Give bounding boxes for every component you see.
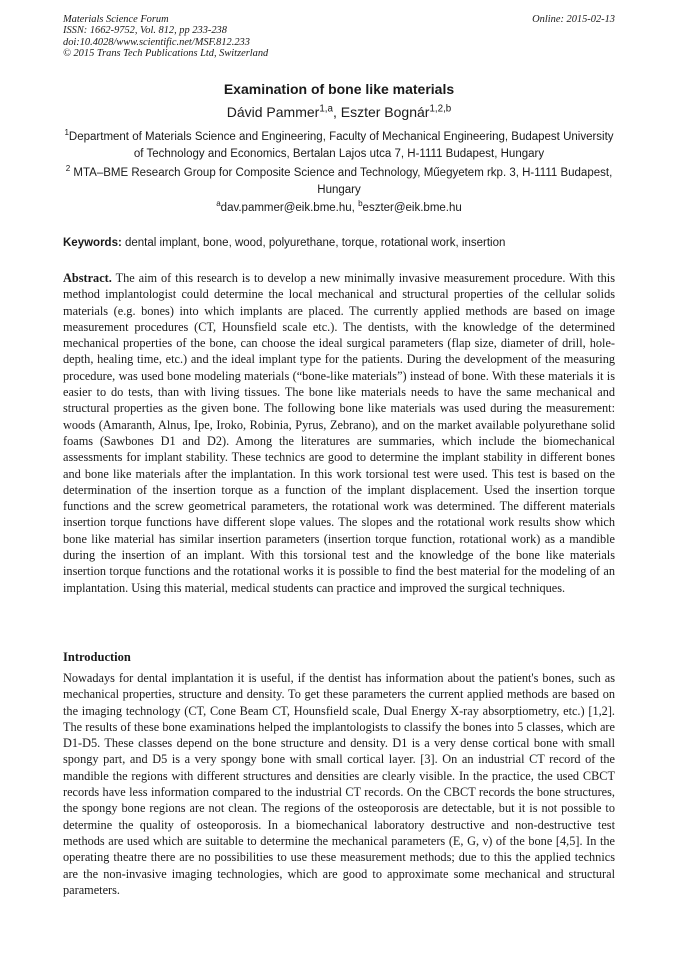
abstract bbox=[63, 270, 615, 596]
author-1-affil: 1,a bbox=[319, 103, 333, 115]
affiliation-2 bbox=[63, 165, 615, 199]
doi-line: doi:10.4028/www.scientific.net/MSF.812.233 bbox=[63, 36, 250, 48]
introduction-paragraph: Nowadays for dental implantation it is useful, if the dentist has information about the patient's bones, such as mechanical properties, structure and density. To get these parameters the current applied methods are based on the imaging technology (CT, Cone Beam CT, Hounsfield scale, Dual Energy X-ray absorptiometry, etc.) [1,2]. The results of these bone examinations helped the implantologists to classify the bones into 5 classes, which are D1-D5. These classes depend on the bone structure and density. D1 is a very dense cortical bone with small spongy part, and D5 is a very spongy bone with small cortical layer. [3]. On an industrial CT record of the mandible the regions with different structures and densities are clearly visible. In the practice, the used CBCT records have less information compared to the industrial CT records. On the CBCT records the bone structures, the spongy bone regions are not clean. The regions of the osteoporosis are detectable, but it is not possible to determine the quality of osteoporosis. In a biomechanical laboratory destructive and non-destructive test methods are used which are suitable to determine the mechanical parameters (E, G, ν) of the bone [4,5]. In the operating theatre there are no possibilities to use these measurement methods; due to this the applied technics are the non-invasive imaging technologies, which are good to approximate some mechanical and structural parameters. bbox=[63, 671, 615, 897]
author-separator: , bbox=[332, 104, 341, 120]
online-date: Online: 2015-02-13 bbox=[532, 14, 615, 25]
affiliation-1 bbox=[63, 129, 615, 163]
email-a-mark: a bbox=[216, 199, 221, 209]
introduction-heading: Introduction bbox=[63, 650, 131, 664]
keywords-label: Keywords: bbox=[63, 237, 122, 249]
author-1: Dávid Pammer bbox=[226, 104, 320, 120]
copyright-line: © 2015 Trans Tech Publications Ltd, Switzerland bbox=[63, 48, 269, 60]
keywords bbox=[63, 237, 615, 249]
affiliation-1-text: Department of Materials Science and Engineering, Faculty of Mechanical Engineering, Budapest University of Technology and Economics, Bertalan Lajos utca 7, H-1111 Budapest, Hungary bbox=[68, 131, 614, 160]
abstract-label: Abstract. bbox=[63, 271, 112, 285]
author-2-affil: 1,2,b bbox=[429, 103, 452, 115]
email-a-link[interactable]: dav.pammer@eik.bme.hu, bbox=[220, 202, 359, 214]
email-line bbox=[63, 199, 615, 214]
email-b-link[interactable]: eszter@eik.bme.hu bbox=[362, 202, 462, 214]
issn-line: ISSN: 1662-9752, Vol. 812, pp 233-238 bbox=[63, 25, 227, 37]
journal-header bbox=[63, 14, 615, 60]
author-2: Eszter Bognár bbox=[340, 104, 430, 120]
email-b-mark: b bbox=[358, 199, 363, 209]
affiliation-2-text: MTA–BME Research Group for Composite Science and Technology, Műegyetem rkp. 3, H-1111 Budapest, Hungary bbox=[70, 167, 613, 196]
affiliation-1-mark: 1 bbox=[64, 128, 69, 138]
affiliation-2-mark: 2 bbox=[65, 164, 71, 174]
abstract-text: The aim of this research is to develop a new minimally invasive measurement procedure. With this method implantologist could determine the local mechanical and structural properties of the cellular solids materials (e.g. bones) into which implants are placed. The currently applied methods are based on image measurement procedures (CT, Hounsfield scale etc.). The dentists, with the knowledge of the determined mechanical properties of the bone, can choose the ideal surgical parameters (flap size, diameter of drill, hole-depth, healing time, etc.) and the ideal implant type for the patients. During the development of the measuring procedure, was used bone modeling materials (“bone-like materials”) instead of bone. With these materials it is easier to do tests, than with living tissues. The bone like materials needs to have the same mechanical and structural properties as the given bone. The following bone like materials was used during the measurement: woods (Amaranth, Alnus, Ipe, Iroko, Robinia, Pyrus, Zebrano), and on the market available polyurethane solid foams (Sawbones D1 and D2). Among the literatures are summaries, which include the biomechanical assessments for implant stability. These technics are good to determine the implant stability in different bones and bone like materials after the implantation. In this work torsional test were used. This test is based on the determination of the insertion torque as a function of the implant displacement. Used the insertion torque functions and the screw geometrical parameters, the rotational work was determined. The different materials insertion torque functions have different slope values. The slopes and the rotational work results show which bone like material has similar insertion parameters (insertion torque function, rotational work) as a mandible during the insertion of an implant. With this torsional test and the knowledge of the bone like materials insertion torque functions and the rotational works it is possible to find the best material for the modeling of an implantation. Using this material, medical students can practice and improved the surgical techniques. bbox=[63, 271, 615, 595]
journal-name: Materials Science Forum bbox=[63, 14, 169, 25]
paper-title: Examination of bone like materials bbox=[223, 81, 455, 97]
author-line bbox=[63, 104, 615, 120]
keywords-text: dental implant, bone, wood, polyurethane, torque, rotational work, insertion bbox=[121, 237, 506, 249]
